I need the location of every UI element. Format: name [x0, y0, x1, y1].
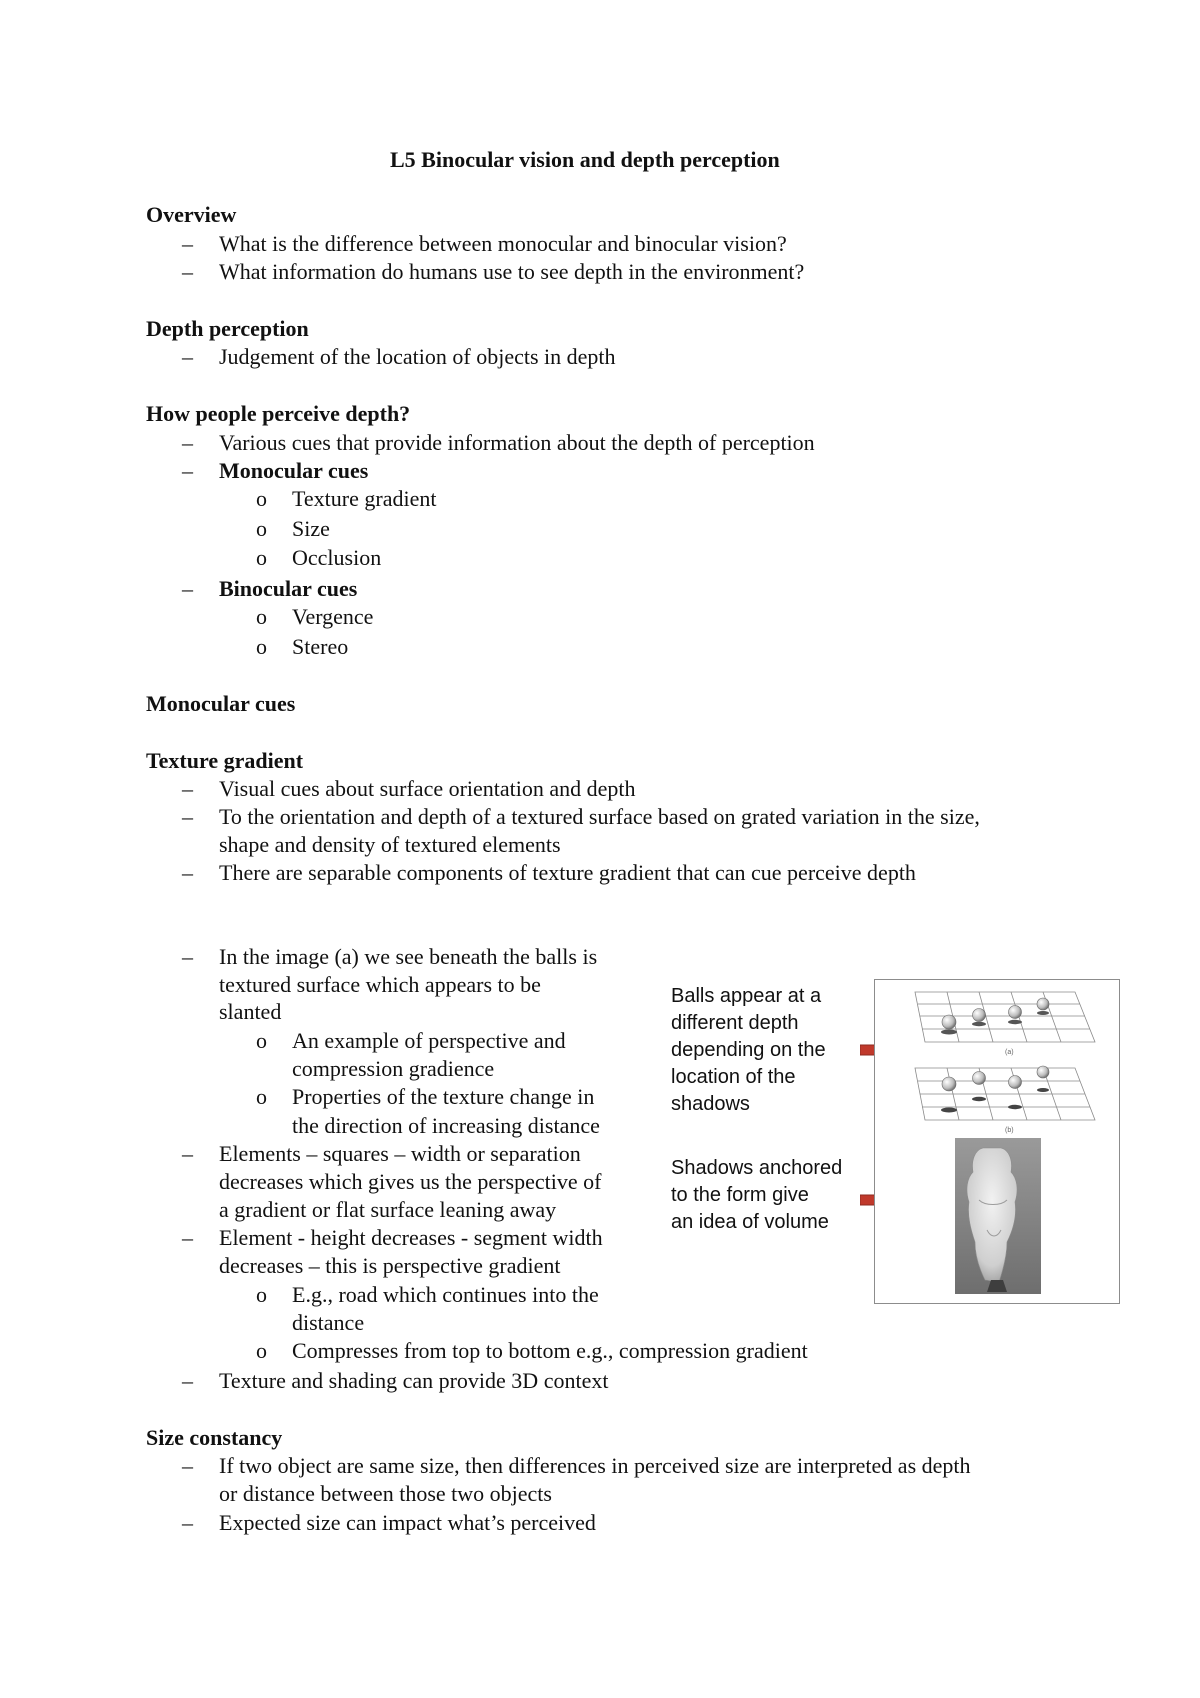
dash-bullet: – [182, 231, 193, 256]
figure-caption-shadows [671, 1155, 842, 1236]
dash-bullet: – [182, 344, 193, 369]
caption-line: depending on the [671, 1039, 826, 1061]
section-heading-depth-perception: Depth perception [146, 316, 309, 341]
page-title: L5 Binocular vision and depth perception [390, 147, 780, 172]
sub-list-item-continuation: distance [292, 1310, 365, 1335]
list-item-continuation: a gradient or flat surface leaning away [219, 1197, 557, 1222]
dash-bullet: – [182, 860, 193, 885]
list-item-continuation: slanted [219, 999, 282, 1024]
caption-line: to the form give [671, 1184, 809, 1206]
list-item: In the image (a) we see beneath the balls is [219, 944, 598, 969]
caption-line: shadows [671, 1093, 750, 1115]
list-item: Various cues that provide information about the depth of perception [219, 430, 815, 455]
list-item-binocular-cues: Binocular cues [219, 576, 358, 601]
caption-line: location of the [671, 1066, 796, 1088]
section-heading-monocular-cues: Monocular cues [146, 691, 296, 716]
circle-bullet: o [256, 1282, 267, 1307]
list-item: What is the difference between monocular and binocular vision? [219, 231, 787, 256]
section-heading-size-constancy: Size constancy [146, 1425, 283, 1450]
sub-list-item: Occlusion [292, 545, 382, 570]
circle-bullet: o [256, 634, 267, 659]
caption-line: Shadows anchored [671, 1157, 843, 1179]
sub-list-item: Size [292, 516, 330, 541]
circle-bullet: o [256, 604, 267, 629]
figure-frame [874, 979, 1120, 1304]
list-item: To the orientation and depth of a textured surface based on grated variation in the size, [219, 804, 980, 829]
statue-photo [955, 1138, 1041, 1294]
list-item-continuation: shape and density of textured elements [219, 832, 561, 857]
figure-illustration [875, 980, 1119, 1303]
sub-list-item: Properties of the texture change in [292, 1084, 595, 1109]
circle-bullet: o [256, 1028, 267, 1053]
circle-bullet: o [256, 486, 267, 511]
sub-list-item-continuation: the direction of increasing distance [292, 1113, 600, 1138]
dash-bullet: – [182, 1141, 193, 1166]
list-item: Elements – squares – width or separation [219, 1141, 581, 1166]
sub-list-item: E.g., road which continues into the [292, 1282, 599, 1307]
dash-bullet: – [182, 944, 193, 969]
caption-line: an idea of volume [671, 1211, 829, 1233]
list-item-continuation: decreases – this is perspective gradient [219, 1253, 561, 1278]
dash-bullet: – [182, 1225, 193, 1250]
sub-list-item-continuation: compression gradience [292, 1056, 495, 1081]
dash-bullet: – [182, 430, 193, 455]
section-heading-how-perceive: How people perceive depth? [146, 401, 411, 426]
dash-bullet: – [182, 576, 193, 601]
dash-bullet: – [182, 804, 193, 829]
list-item: Texture and shading can provide 3D context [219, 1368, 609, 1393]
list-item-continuation: decreases which gives us the perspective of [219, 1169, 602, 1194]
sub-list-item: Texture gradient [292, 486, 437, 511]
dash-bullet: – [182, 259, 193, 284]
dash-bullet: – [182, 1510, 193, 1535]
list-item: Element - height decreases - segment width [219, 1225, 603, 1250]
dash-bullet: – [182, 458, 193, 483]
caption-line: Balls appear at a [671, 985, 822, 1007]
list-item-continuation: or distance between those two objects [219, 1481, 552, 1506]
circle-bullet: o [256, 545, 267, 570]
dash-bullet: – [182, 1453, 193, 1478]
list-item: Expected size can impact what’s perceived [219, 1510, 596, 1535]
circle-bullet: o [256, 1084, 267, 1109]
list-item: There are separable components of texture gradient that can cue perceive depth [219, 860, 916, 885]
dash-bullet: – [182, 1368, 193, 1393]
sub-list-item: An example of perspective and [292, 1028, 566, 1053]
dash-bullet: – [182, 776, 193, 801]
panel-label-a: (a) [1005, 1049, 1014, 1056]
circle-bullet: o [256, 1338, 267, 1363]
grid-plane-a [915, 992, 1095, 1042]
list-item: Visual cues about surface orientation and depth [219, 776, 636, 801]
panel-label-b: (b) [1005, 1127, 1014, 1134]
section-heading-overview: Overview [146, 202, 237, 227]
list-item-monocular-cues: Monocular cues [219, 458, 369, 483]
list-item-continuation: textured surface which appears to be [219, 972, 541, 997]
circle-bullet: o [256, 516, 267, 541]
section-heading-texture-gradient: Texture gradient [146, 748, 304, 773]
list-item: What information do humans use to see depth in the environment? [219, 259, 805, 284]
caption-line: different depth [671, 1012, 799, 1034]
list-item: If two object are same size, then differences in perceived size are interpreted as depth [219, 1453, 971, 1478]
figure-caption-balls [671, 983, 826, 1118]
balls-b [941, 1066, 1049, 1113]
sub-list-item: Compresses from top to bottom e.g., compression gradient [292, 1338, 808, 1363]
sub-list-item: Vergence [292, 604, 374, 629]
grid-plane-b [915, 1068, 1095, 1120]
list-item: Judgement of the location of objects in depth [219, 344, 616, 369]
sub-list-item: Stereo [292, 634, 349, 659]
